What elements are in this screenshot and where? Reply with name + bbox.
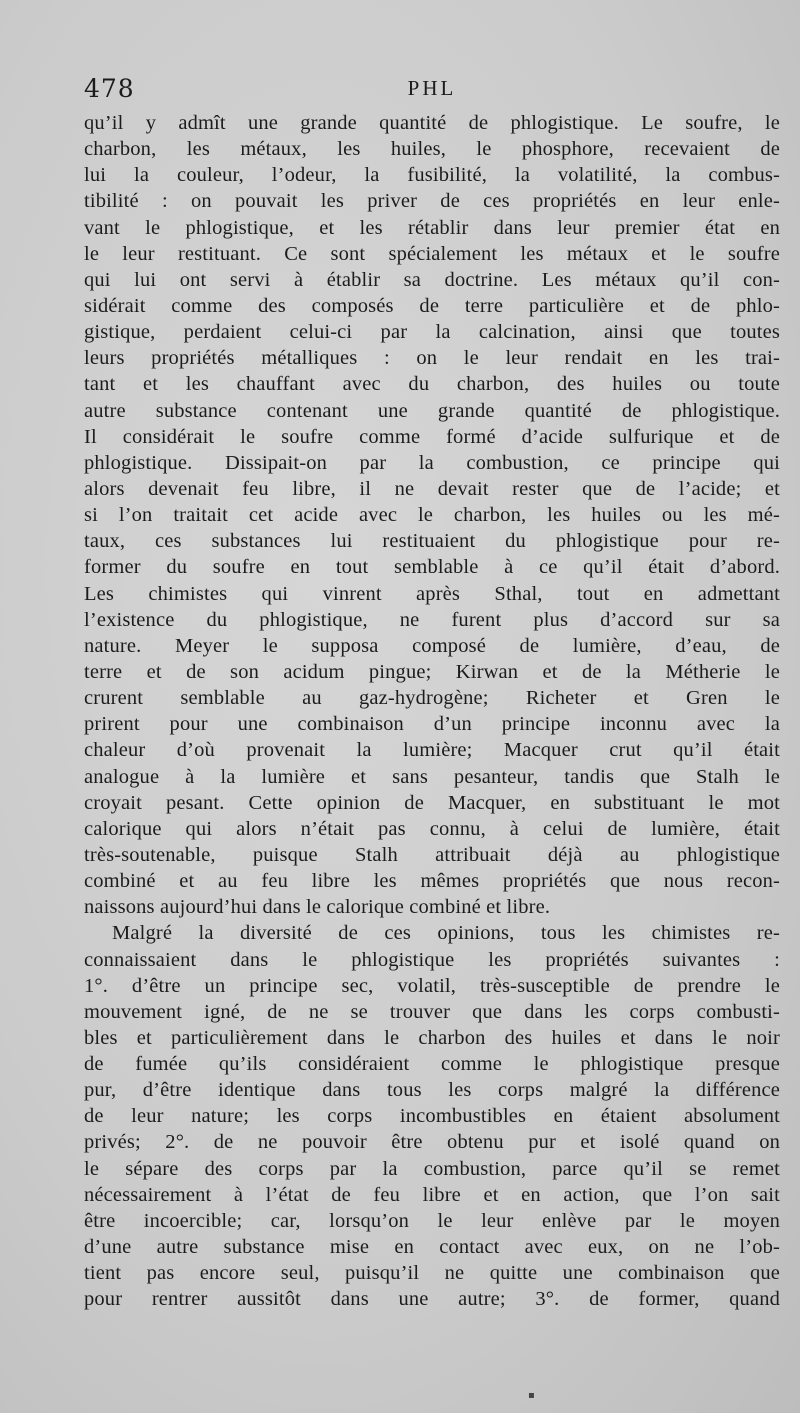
text-line: qui lui ont servi à établir sa doctrine. Les métaux qu’il con-	[84, 268, 780, 291]
text-line: très-soutenable, puisque Stalh attribuait déjà au phlogistique	[84, 843, 780, 866]
text-line: mouvement igné, de ne se trouver que dans les corps combusti-	[84, 1000, 780, 1023]
text-line: de leur nature; les corps incombustibles en étaient absolument	[84, 1105, 780, 1128]
text-line: former du soufre en tout semblable à ce qu’il était d’abord.	[84, 556, 780, 579]
ink-smudge: ▪	[528, 1390, 535, 1401]
text-line: 1°. d’être un principe sec, volatil, très-susceptible de prendre le	[84, 974, 780, 997]
text-line: analogue à la lumière et sans pesanteur, tandis que Stalh le	[84, 765, 780, 788]
text-line: être incoercible; car, lorsqu’on le leur enlève par le moyen	[84, 1209, 780, 1232]
text-line: tant et les chauffant avec du charbon, des huiles ou toute	[84, 373, 780, 396]
page-number: 478	[84, 74, 135, 103]
text-line: Les chimistes qui vinrent après Sthal, tout en admettant	[84, 582, 780, 605]
text-line: pour rentrer aussitôt dans une autre; 3°. de former, quand	[84, 1288, 780, 1311]
text-line: tibilité : on pouvait les priver de ces propriétés en leur enle-	[84, 190, 780, 213]
text-line: privés; 2°. de ne pouvoir être obtenu pur et isolé quand on	[84, 1131, 780, 1154]
text-line: gistique, perdaient celui-ci par la calcination, ainsi que toutes	[84, 321, 780, 344]
running-title: PHL	[407, 76, 457, 100]
text-line: alors devenait feu libre, il ne devait rester que de l’acide; et	[84, 477, 780, 500]
text-line: calorique qui alors n’était pas connu, à celui de lumière, était	[84, 817, 780, 840]
paragraph-start-line: Malgré la diversité de ces opinions, tous les chimistes re-	[112, 922, 780, 945]
text-line: chaleur d’où provenait la lumière; Macquer crut qu’il était	[84, 739, 780, 762]
text-line: d’une autre substance mise en contact avec eux, on ne l’ob-	[84, 1236, 780, 1259]
text-line: de fumée qu’ils considéraient comme le phlogistique presque	[84, 1053, 780, 1076]
text-line: crurent semblable au gaz-hydrogène; Richeter et Gren le	[84, 687, 780, 710]
text-line: combiné et au feu libre les mêmes propriétés que nous recon-	[84, 870, 780, 893]
text-line: taux, ces substances lui restituaient du phlogistique pour re-	[84, 530, 780, 553]
text-line: terre et de son acidum pingue; Kirwan et de la Métherie le	[84, 660, 780, 683]
body-text	[84, 110, 780, 1312]
text-line: prirent pour une combinaison d’un principe inconnu avec la	[84, 713, 780, 736]
running-head	[84, 74, 780, 108]
text-line: bles et particulièrement dans le charbon des huiles et dans le noir	[84, 1026, 780, 1049]
text-line: connaissaient dans le phlogistique les propriétés suivantes :	[84, 948, 780, 971]
text-line: sidérait comme des composés de terre particulière et de phlo-	[84, 294, 780, 317]
text-line: nécessairement à l’état de feu libre et en action, que l’on sait	[84, 1183, 780, 1206]
text-line: vant le phlogistique, et les rétablir dans leur premier état en	[84, 216, 780, 239]
text-line: naissons aujourd’hui dans le calorique combiné et libre.	[84, 896, 551, 919]
text-line: Il considérait le soufre comme formé d’acide sulfurique et de	[84, 425, 780, 448]
text-line: phlogistique. Dissipait-on par la combustion, ce principe qui	[84, 451, 780, 474]
text-line: le sépare des corps par la combustion, parce qu’il se remet	[84, 1157, 780, 1180]
text-line: pur, d’être identique dans tous les corps malgré la différence	[84, 1079, 780, 1102]
text-line: nature. Meyer le supposa composé de lumière, d’eau, de	[84, 634, 780, 657]
text-line: leurs propriétés métalliques : on le leur rendait en les trai-	[84, 347, 780, 370]
text-line: lui la couleur, l’odeur, la fusibilité, la volatilité, la combus-	[84, 164, 780, 187]
text-line: le leur restituant. Ce sont spécialement les métaux et le soufre	[84, 242, 780, 265]
text-line: autre substance contenant une grande quantité de phlogistique.	[84, 399, 780, 422]
text-line: l’existence du phlogistique, ne furent plus d’accord sur sa	[84, 608, 780, 631]
text-line: croyait pesant. Cette opinion de Macquer, en substituant le mot	[84, 791, 780, 814]
text-line: charbon, les métaux, les huiles, le phosphore, recevaient de	[84, 138, 780, 161]
text-line: tient pas encore seul, puisqu’il ne quitte une combinaison que	[84, 1262, 780, 1285]
text-line: si l’on traitait cet acide avec le charbon, les huiles ou les mé-	[84, 504, 780, 527]
text-line: qu’il y admît une grande quantité de phlogistique. Le soufre, le	[84, 112, 780, 134]
